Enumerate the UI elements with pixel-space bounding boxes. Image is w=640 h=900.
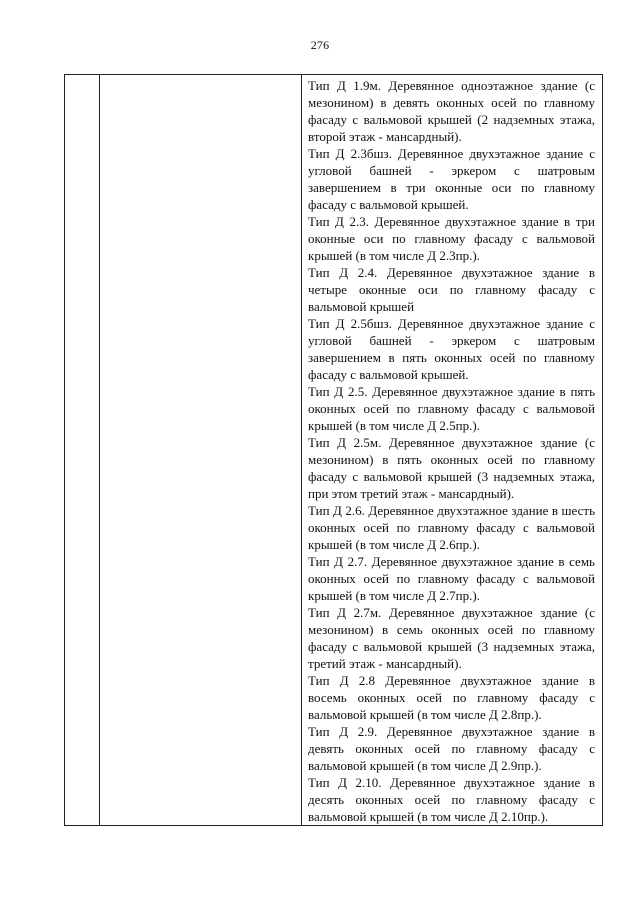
type-entry-d2-7m: Тип Д 2.7м. Деревянное двухэтажное здание (с мезонином) в семь оконных осей по главному фасаду с вальмовой крышей (3 надземных этажа, третий этаж - мансардный). xyxy=(308,605,595,671)
type-entry-d2-10: Тип Д 2.10. Деревянное двухэтажное здание в десять оконных осей по главному фасаду с вальмовой крышей (в том числе Д 2.10пр.). xyxy=(308,775,595,824)
type-entry-d2-7: Тип Д 2.7. Деревянное двухэтажное здание в семь оконных осей по главному фасаду с вальмовой крышей (в том числе Д 2.7пр.). xyxy=(308,554,595,603)
type-entry-d2-5m: Тип Д 2.5м. Деревянное двухэтажное здание (с мезонином) в пять оконных осей по главному фасаду с вальмовой крышей (3 надземных этажа, при этом третий этаж - мансардный). xyxy=(308,435,595,501)
type-entry-d2-5: Тип Д 2.5. Деревянное двухэтажное здание в пять оконных осей по главному фасаду с вальмовой крышей (в том числе Д 2.5пр.). xyxy=(308,384,595,433)
type-entry-d2-6: Тип Д 2.6. Деревянное двухэтажное здание в шесть оконных осей по главному фасаду с вальмовой крышей (в том числе Д 2.6пр.). xyxy=(308,503,595,552)
type-entry-d2-3: Тип Д 2.3. Деревянное двухэтажное здание в три оконные оси по главному фасаду с вальмовой крышей (в том числе Д 2.3пр.). xyxy=(308,214,595,263)
type-entry-d2-4: Тип Д 2.4. Деревянное двухэтажное здание в четыре оконные оси по главному фасаду с вальмовой крышей xyxy=(308,265,595,314)
type-entry-d2-9: Тип Д 2.9. Деревянное двухэтажное здание в девять оконных осей по главному фасаду с вальмовой крышей (в том числе Д 2.9пр.). xyxy=(308,724,595,773)
type-entry-d2-5bshz: Тип Д 2.5бшз. Деревянное двухэтажное здание с угловой башней - эркером с шатровым завершением в пять оконных осей по главному фасаду с вальмовой крышей. xyxy=(308,316,595,382)
building-types-table xyxy=(64,74,603,826)
name-cell xyxy=(100,75,302,826)
type-entry-d1-9m: Тип Д 1.9м. Деревянное одноэтажное здание (с мезонином) в девять оконных осей по главному фасаду с вальмовой крышей (2 надземных этажа, второй этаж - мансардный). xyxy=(308,78,595,144)
building-types-cell xyxy=(302,75,603,826)
table-row xyxy=(65,75,603,826)
page-number: 276 xyxy=(310,38,330,52)
number-cell xyxy=(65,75,100,826)
type-entry-d2-8: Тип Д 2.8 Деревянное двухэтажное здание в восемь оконных осей по главному фасаду с вальмовой крышей (в том числе Д 2.8пр.). xyxy=(308,673,595,722)
type-entry-d2-3bshz: Тип Д 2.3бшз. Деревянное двухэтажное здание с угловой башней - эркером с шатровым завершением в три оконные оси по главному фасаду с вальмовой крышей. xyxy=(308,146,595,212)
